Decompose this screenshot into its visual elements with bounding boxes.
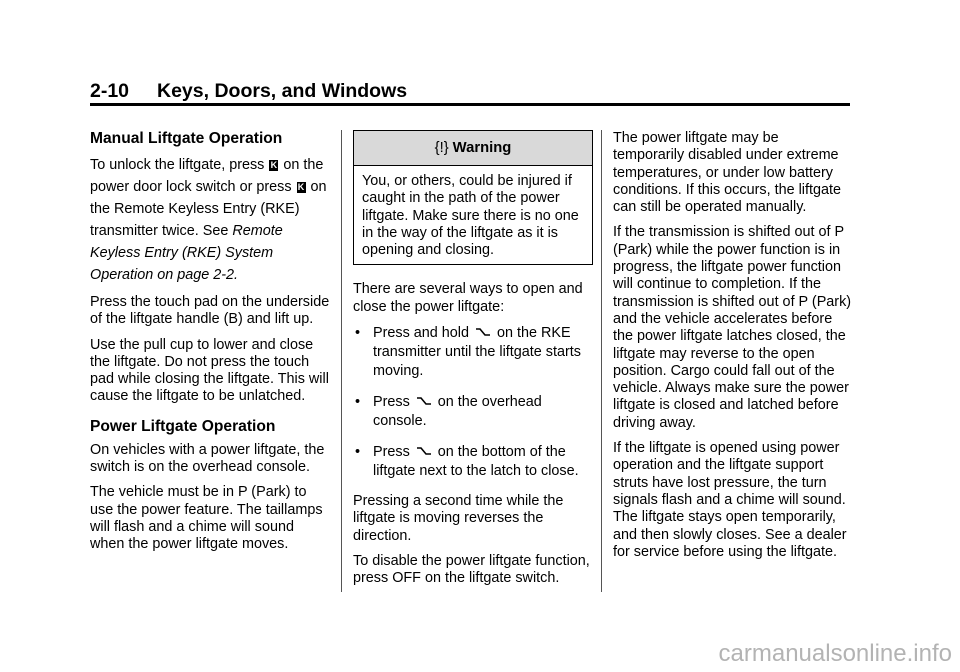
column-divider-1 bbox=[341, 130, 342, 592]
park-requirement-paragraph: The vehicle must be in P (Park) to use the power feature. The taillamps will flash and a chime will sound when the power liftgate moves. bbox=[90, 484, 323, 553]
temporarily-disabled-paragraph: The power liftgate may be temporarily disabled under extreme temperatures, or under low battery conditions. If this occurs, the liftgate can still be operated manually. bbox=[613, 130, 841, 216]
list-item: • Press on the bottom of the liftgate next to the latch to close. bbox=[355, 444, 579, 480]
open-methods-list bbox=[353, 324, 593, 481]
warning-title: Warning bbox=[452, 140, 512, 156]
warning-title-bar bbox=[354, 131, 592, 166]
chapter-title: Keys, Doors, and Windows bbox=[157, 80, 408, 102]
bullet-icon: • bbox=[355, 325, 361, 342]
pull-cup-paragraph: Use the pull cup to lower and close the liftgate. Do not press the touch pad while closing the liftgate. This will cause the liftgate to be unlatched. bbox=[90, 336, 329, 405]
disable-paragraph: To disable the power liftgate function, press OFF on the liftgate switch. bbox=[353, 552, 590, 587]
bullet-icon: • bbox=[355, 394, 361, 411]
page-number: 2-10 bbox=[90, 80, 130, 102]
warning-box bbox=[353, 130, 593, 265]
bullet-icon: • bbox=[355, 444, 361, 461]
column-divider-2 bbox=[601, 130, 602, 592]
watermark: carmanualsonline.info bbox=[718, 640, 952, 667]
power-liftgate-heading: Power Liftgate Operation bbox=[90, 417, 276, 435]
unlock-key-icon: K bbox=[297, 182, 305, 192]
page-header bbox=[90, 80, 407, 103]
manual-unlock-paragraph: To unlock the liftgate, press K on the power door lock switch or press K on the Remote Keyless Entry (RKE) transmitter twice. See Remote Keyless Entry (RKE) System Operation on page 2-2. bbox=[90, 157, 327, 283]
rke-reference-link: Remote Keyless Entry (RKE) System Operation on page 2-2. bbox=[90, 223, 283, 283]
liftgate-icon bbox=[475, 327, 491, 337]
liftgate-icon bbox=[416, 396, 432, 406]
header-rule bbox=[90, 103, 850, 106]
column-3 bbox=[613, 130, 853, 569]
unlock-key-icon: K bbox=[270, 160, 278, 170]
transmission-paragraph: If the transmission is shifted out of P (Park) while the power function is in progress, the liftgate power function will continue to completion. If the transmission is shifted out of P (Park) and the vehicle accelerates before the power liftgate latches closed, the liftgate may reverse to the open position. Cargo could fall out of the vehicle. Always make sure the power liftgate is closed and latched before driving away. bbox=[613, 224, 852, 431]
touch-pad-paragraph: Press the touch pad on the underside of the liftgate handle (B) and lift up. bbox=[90, 294, 330, 328]
reverse-direction-paragraph: Pressing a second time while the liftgate is moving reverses the direction. bbox=[353, 493, 564, 544]
list-item: • Press on the overhead console. bbox=[355, 394, 542, 430]
power-switch-paragraph: On vehicles with a power liftgate, the switch is on the overhead console. bbox=[90, 441, 325, 476]
support-struts-paragraph: If the liftgate is opened using power operation and the liftgate support struts have lost pressure, the turn signals flash and a chime will sound. The liftgate stays open temporarily, and then slowly closes. See a dealer for service before using the liftgate. bbox=[613, 440, 847, 560]
liftgate-icon bbox=[416, 446, 432, 456]
open-close-intro: There are several ways to open and close the power liftgate: bbox=[353, 281, 583, 315]
list-item: • Press and hold on the RKE transmitter until the liftgate starts moving. bbox=[355, 325, 581, 380]
manual-liftgate-heading: Manual Liftgate Operation bbox=[90, 130, 283, 147]
column-1 bbox=[90, 130, 330, 562]
warning-text: You, or others, could be injured if caught in the path of the power liftgate. Make sure there is no one in the way of the liftgate as it is opening and closing. bbox=[362, 173, 579, 259]
column-2 bbox=[353, 130, 593, 596]
warning-icon: {!} bbox=[434, 140, 449, 156]
